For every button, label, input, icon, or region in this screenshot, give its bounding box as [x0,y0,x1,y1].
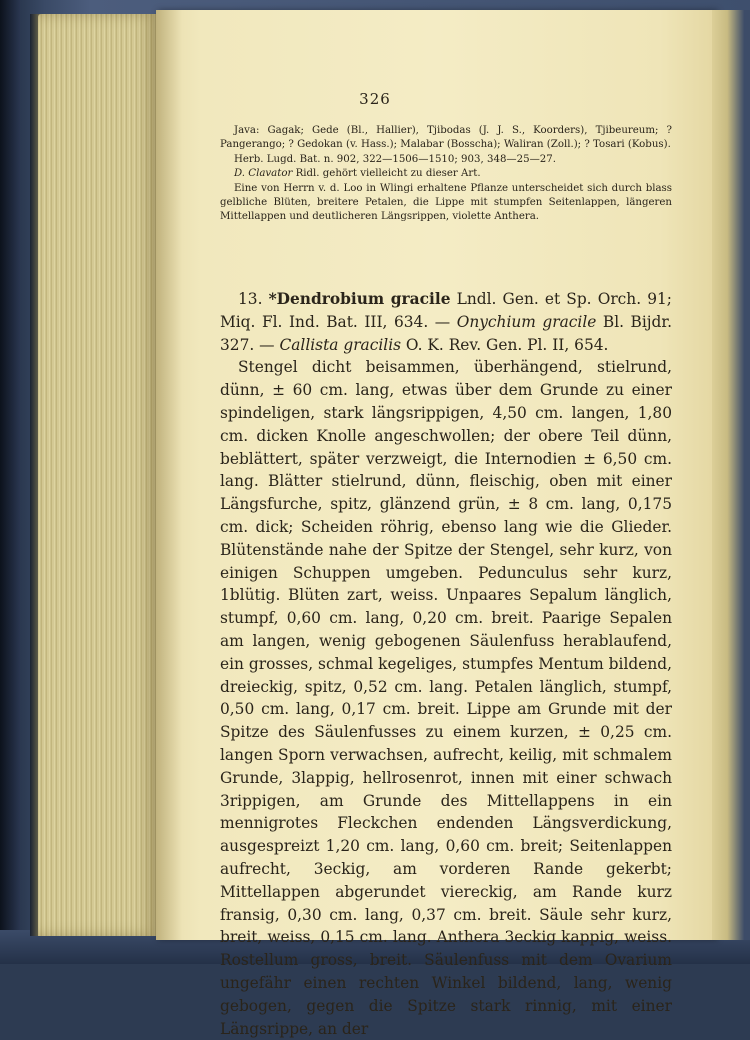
distribution-note: Java: Gagak; Gede (Bl., Hallier), Tjibodas (J. J. S., Koorders), Tjibeureum; ? Pangerango; ? Gedokan (v. Hass.); Malabar (Bosscha); Waliran (Zoll.); ? Tosari (Kobus). [220,125,672,151]
page-number: 326 [359,90,391,108]
right-page-edge [712,10,750,940]
loo-note: Eine von Herrn v. d. Loo in Wlingi erhaltene Pflanze unterscheidet sich durch blass gelbliche Blüten, breitere Petalen, die Lippe mit stumpfen Seitenlappen, längeren Mittellappen und deutlicheren Längsrippen, violette Anthera. [220,182,672,223]
species-entry [220,288,672,1040]
citation-c: O. K. Rev. Gen. Pl. II, 654. [405,335,609,354]
citation-a: Lndl. Gen. et Sp. Orch. 91; Miq. Fl. Ind. Bat. III, 634. — [220,290,672,331]
herbarium-note: Herb. Lugd. Bat. n. 902, 322—1506—1510; 903, 348—25—27. [234,153,556,165]
species-number: 13. [238,290,263,308]
clavator-note [220,167,672,181]
page-block-edge [38,14,156,936]
clavator-name: D. Clavator [234,168,293,180]
citation-b: Bl. Bijdr. 327. — [220,312,672,354]
species-description: Stengel dicht beisammen, überhängend, stielrund, dünn, ± 60 cm. lang, etwas über dem Grunde zu einer spindeligen, stark längsrippigen, 4,50 cm. langen, 1,80 cm. dicken Knolle angeschwollen; der obere Teil dünn, beblättert, später verzweigt, die Internodien ± 6,50 cm. lang. Blätter stielrund, dünn, fleischig, oben mit einer Längsfurche, spitz, glänzend grün, ± 8 cm. lang, 0,175 cm. dick; Scheiden röhrig, ebenso lang wie die Glieder. Blütenstände nahe der Spitze der Stengel, sehr kurz, von einigen Schuppen umgeben. Pedunculus sehr kurz, 1blütig. Blüten zart, weiss. Unpaares Sepalum länglich, stumpf, 0,60 cm. lang, 0,20 cm. breit. Paarige Sepalen am langen, wenig gebogenen Säulenfuss herablaufend, ein grosses, schmal kegeliges, stumpfes Mentum bildend, dreieckig, spitz, 0,52 cm. lang. Petalen länglich, stumpf, 0,50 cm. lang, 0,17 cm. breit. Lippe am Grunde mit der Spitze des Säulenfusses zu einem kurzen, ± 0,25 cm. langen Sporn verwachsen, aufrecht, keilig, mit schmalem Grunde, 3lappig, hellrosenrot, innen mit einer schwach 3rippigen, am Grunde des Mittellappens in ein mennigrotes Fleckchen endenden Längsverdickung, ausgespreizt 1,20 cm. lang, 0,60 cm. breit; Seitenlappen aufrecht, 3eckig, am vorderen Rande gekerbt; Mittellappen abgerundet viereckig, am Rande kurz fransig, 0,30 cm. lang, 0,37 cm. breit. Säule sehr kurz, breit, weiss, 0,15 cm. lang. Anthera 3eckig kappig, weiss. Rostellum gross, breit. Säulenfuss mit dem Ovarium ungefähr einen rechten Winkel bildend, lang, wenig gebogen, gegen die Spitze stark rinnig, mit einer Längsrippe, an der [220,358,672,1038]
cover-edge [0,0,20,964]
note-block [220,124,672,225]
synonym-onychium: Onychium gracile [456,312,597,331]
page-gutter-shadow [156,10,182,940]
species-name: *Dendrobium gracile [268,290,451,308]
synonym-callista: Callista gracilis [279,335,402,354]
clavator-remark: Ridl. gehört vielleicht zu dieser Art. [295,168,481,180]
species-heading [220,288,672,356]
